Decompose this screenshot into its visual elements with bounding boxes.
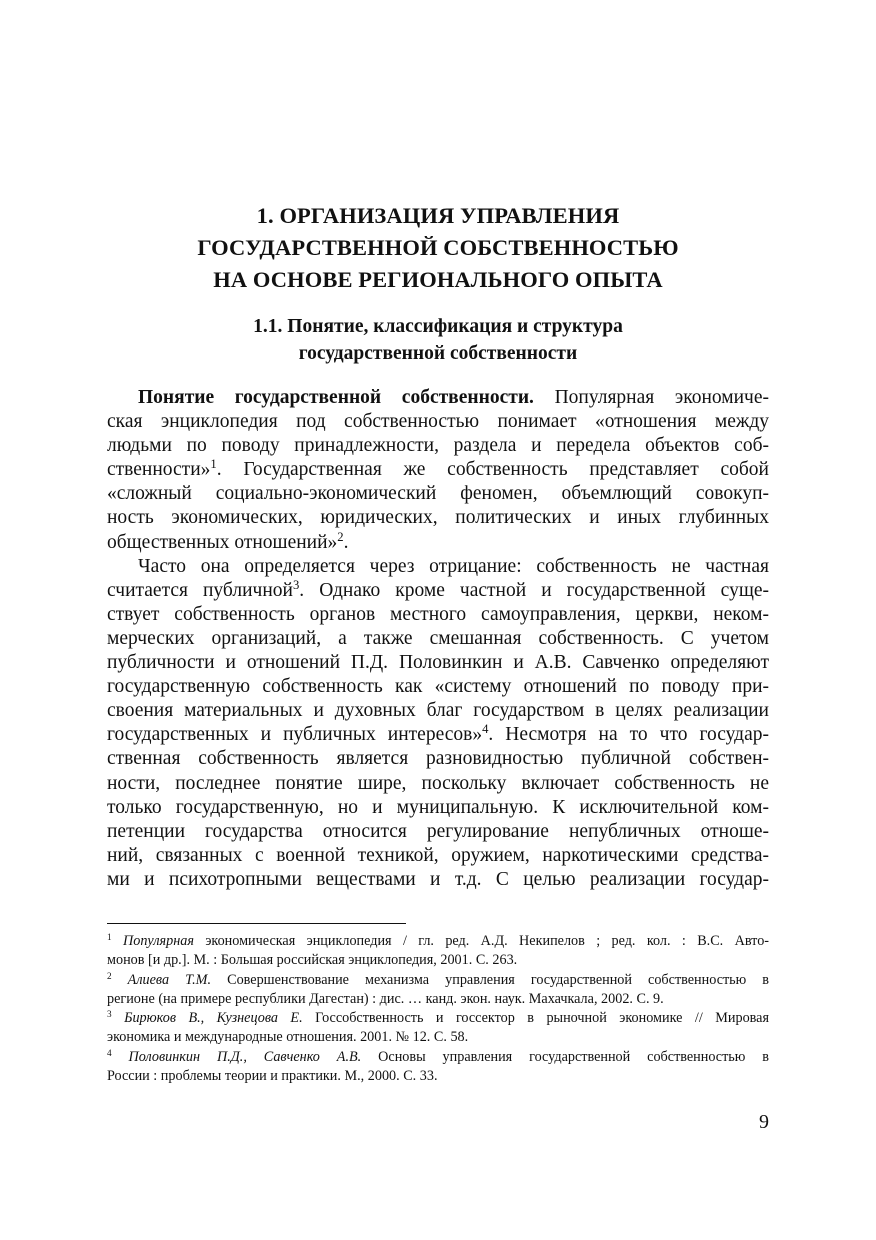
section-title-line: государственной собственности: [298, 343, 578, 364]
body-text: [107, 386, 769, 892]
text-line: считается публичной$^3$. Однако кроме частной и государственной суще-: [107, 577, 769, 601]
text-line: ний, связанных с военной техникой, оружием, наркотическими средства-: [107, 844, 769, 866]
footnote-number: 1: [107, 931, 112, 942]
footnote-line: $^1$ Популярная экономическая энциклопедия / гл. ред. А.Д. Некипелов ; ред. кол. : В.С. Авто-: [107, 931, 770, 949]
text-line: публичности и отношений П.Д. Половинкин и А.В. Савченко определяют: [107, 652, 769, 674]
text-line: Понятие государственной собственности. Популярная экономиче-: [138, 387, 770, 408]
text-line: ственности»$^1$. Государственная же собственность представляет собой: [107, 457, 769, 481]
footnote-line: регионе (на примере республики Дагестан) : дис. … канд. экон. наук. Махачкала, 2002. С. 9.: [107, 990, 664, 1007]
footnote-divider: [107, 923, 406, 924]
footnote-author: Популярная: [122, 933, 194, 949]
footnote-author: Половинкин П.Д., Савченко А.В.: [128, 1048, 362, 1065]
text-line: людьми по поводу принадлежности, раздела и передела объектов соб-: [107, 435, 769, 457]
text-line: общественных отношений»$^2$.: [107, 529, 349, 553]
text-line: Часто она определяется через отрицание: собственность не частная: [138, 555, 769, 577]
footnote-author: Алиева Т.М.: [127, 971, 212, 988]
text-line: ми и психотропными веществами и т.д. С целью реализации государ-: [107, 868, 769, 890]
text-line: только государственную, но и муниципальную. К исключительной ком-: [107, 796, 769, 818]
footnote-line: монов [и др.]. М. : Большая российская энциклопедия, 2001. С. 263.: [107, 952, 518, 969]
footnote-ref: 2: [337, 529, 344, 544]
text-line: ность экономических, юридических, политических и иных глубинных: [107, 507, 769, 529]
text-line: ности, последнее понятие шире, поскольку включает собственность не: [107, 772, 769, 794]
footnotes: [107, 932, 769, 1086]
chapter-title-line: 1. ОРГАНИЗАЦИЯ УПРАВЛЕНИЯ: [256, 203, 620, 228]
footnote-ref: 3: [292, 577, 300, 592]
section-title-line: 1.1. Понятие, классификация и структура: [253, 316, 623, 337]
footnote-line: $^2$ Алиева Т.М. Совершенствование механизма управления государственной собственностью в: [107, 970, 770, 988]
footnote-ref: 1: [210, 457, 217, 472]
chapter-title: [107, 200, 769, 296]
footnote-line: России : проблемы теории и практики. М., 2000. С. 33.: [107, 1068, 438, 1085]
text-line: ственная собственность является разновидностью публичной собствен-: [107, 748, 769, 770]
text-line: государственную собственность как «систему отношений по поводу при-: [107, 676, 769, 698]
text-line: «сложный социально-экономический феномен, объемлющий совокуп-: [107, 483, 769, 505]
text-line: ствует собственность органов местного самоуправления, церкви, неком-: [107, 603, 769, 625]
footnote-number: 2: [107, 970, 112, 981]
text-line: петенции государства относится регулирование непубличных отноше-: [107, 820, 769, 842]
page-number: 9: [759, 1111, 769, 1133]
section-title: [107, 313, 769, 367]
text-line: государственных и публичных интересов»$^4$. Несмотря на то что государ-: [107, 722, 769, 746]
footnote-author: Бирюков В., Кузнецова Е.: [124, 1010, 303, 1027]
text-line: мерческих организаций, а также смешанная собственность. С учетом: [107, 627, 769, 649]
document-page: [107, 0, 769, 1240]
footnote-number: 4: [107, 1047, 112, 1058]
footnote-line: экономика и международные отношения. 2001. № 12. С. 58.: [107, 1029, 469, 1046]
footnote-line: $^3$ Бирюков В., Кузнецова Е. Госсобственность и госсектор в рыночной экономике // Мировая: [107, 1009, 769, 1027]
footnote-number: 3: [107, 1009, 112, 1020]
paragraph-lead: Понятие государственной собственности.: [138, 387, 534, 408]
chapter-title-line: НА ОСНОВЕ РЕГИОНАЛЬНОГО ОПЫТА: [213, 267, 663, 292]
chapter-title-line: ГОСУДАРСТВЕННОЙ СОБСТВЕННОСТЬЮ: [197, 235, 679, 260]
text-line: своения материальных и духовных благ государством в целях реализации: [107, 700, 769, 722]
footnote-line: $^4$ Половинкин П.Д., Савченко А.В. Основы управления государственной собственностью в: [107, 1047, 769, 1065]
text-line: ская энциклопедия под собственностью понимает «отношения между: [107, 411, 769, 433]
footnote-ref: 4: [482, 722, 489, 737]
